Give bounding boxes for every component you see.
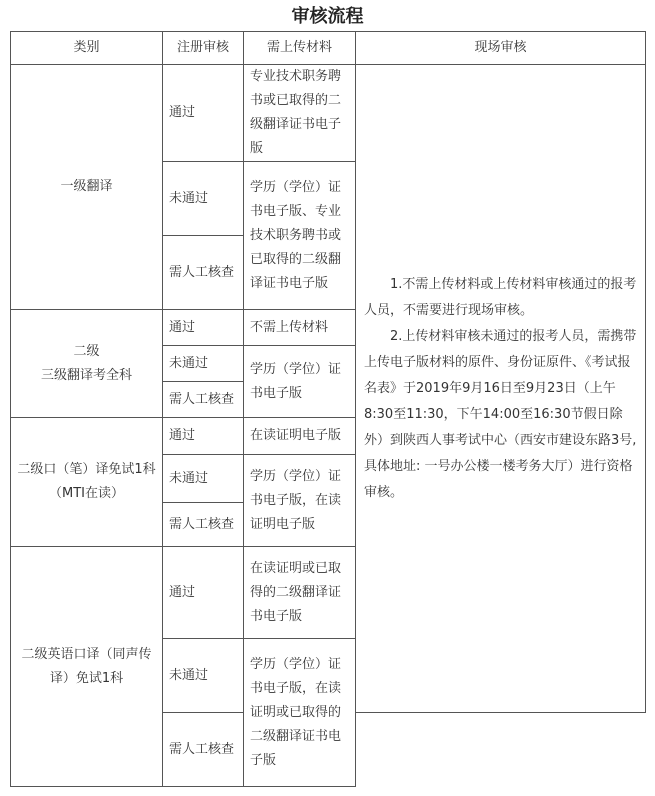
result-cell: 通过	[163, 547, 244, 639]
materials-cell: 学历（学位）证书电子版，在读证明电子版	[244, 455, 356, 547]
header-materials: 需上传材料	[244, 32, 356, 65]
materials-cell: 学历（学位）证书电子版，在读证明或已取得的二级翻译证书电子版	[244, 639, 356, 787]
result-cell: 通过	[163, 418, 244, 455]
result-cell: 未通过	[163, 455, 244, 503]
category-cell: 二级口（笔）译免试1科（MTI在读）	[11, 418, 163, 547]
header-category: 类别	[11, 32, 163, 65]
materials-cell: 专业技术职务聘书或已取得的二级翻译证书电子版	[244, 65, 356, 162]
materials-cell: 学历（学位）证书电子版	[244, 346, 356, 418]
category-line: 三级翻译考全科	[40, 367, 132, 383]
result-cell: 需人工核查	[163, 236, 244, 310]
header-onsite: 现场审核	[356, 32, 646, 65]
review-table	[10, 31, 646, 787]
result-cell: 通过	[163, 310, 244, 346]
category-line: 二级	[73, 343, 100, 359]
category-cell	[11, 310, 163, 418]
materials-cell: 在读证明电子版	[244, 418, 356, 455]
materials-cell: 学历（学位）证书电子版、专业技术职务聘书或已取得的二级翻译证书电子版	[244, 162, 356, 310]
materials-cell: 在读证明或已取得的二级翻译证书电子版	[244, 547, 356, 639]
result-cell: 需人工核查	[163, 503, 244, 547]
result-cell: 未通过	[163, 162, 244, 236]
onsite-para-1: 1.不需上传材料或上传材料审核通过的报考人员，不需要进行现场审核。	[364, 276, 637, 318]
category-cell: 一级翻译	[11, 65, 163, 310]
result-cell: 通过	[163, 65, 244, 162]
result-cell: 需人工核查	[163, 713, 244, 787]
page-title: 审核流程	[291, 6, 364, 27]
result-cell: 未通过	[163, 346, 244, 382]
header-registration: 注册审核	[163, 32, 244, 65]
table-header-row	[11, 32, 646, 65]
result-cell: 未通过	[163, 639, 244, 713]
materials-cell: 不需上传材料	[244, 310, 356, 346]
onsite-para-2: 2.上传材料审核未通过的报考人员，需携带上传电子版材料的原件、身份证原件、《考试报名表》于2019年9月16日至9月23日（上午8:30至11:30，下午14:00至16:30节假日除外）到陕西人事考试中心（西安市建设东路3号,具体地址: 一号办公楼一楼考务大厅）进行资格审核。	[364, 328, 637, 500]
onsite-review-cell	[356, 65, 646, 713]
result-cell: 需人工核查	[163, 382, 244, 418]
table-row	[11, 65, 646, 162]
category-cell: 二级英语口译（同声传译）免试1科	[11, 547, 163, 787]
